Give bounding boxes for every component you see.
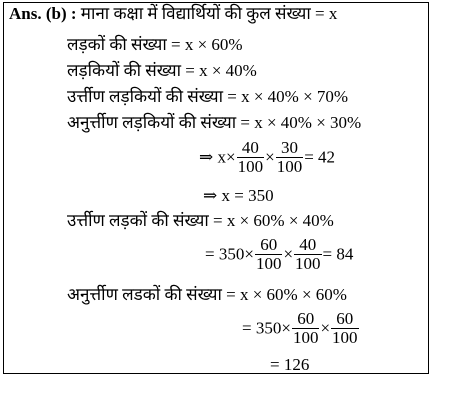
solution-first-line: [9, 4, 337, 24]
eq3-f1-denominator: 100: [292, 328, 319, 347]
passed-boys-line: उर्त्तीण लड़कों की संख्या = x × 60% × 40%: [67, 211, 334, 230]
eq2-fraction-1: [255, 236, 283, 273]
eq2-result: = 84: [322, 244, 354, 264]
answer-label: Ans. (b) :: [9, 4, 77, 23]
eq3-f2-numerator: 60: [331, 310, 359, 329]
eq3-f1-numerator: 60: [292, 310, 320, 329]
eq3-times: ×: [320, 318, 331, 338]
equation-failed-boys: [242, 310, 360, 347]
eq2-f2-numerator: 40: [294, 236, 322, 255]
eq3-fraction-1: [292, 310, 320, 347]
eq3-f2-denominator: 100: [332, 328, 358, 347]
eq2-f1-denominator: 100: [255, 254, 282, 273]
failed-boys-line: अनुर्त्तीण लडकों की संख्या = x × 60% × 60%: [67, 285, 347, 304]
eq1-f1-denominator: 100: [237, 157, 264, 176]
eq2-f1-numerator: 60: [255, 236, 283, 255]
eq1-times: ×: [265, 147, 275, 167]
eq1-f2-numerator: 30: [276, 139, 304, 158]
total-students-line: माना कक्षा में विद्यार्थियों की कुल संख्या = x: [80, 4, 338, 23]
equation-girls: [199, 139, 335, 176]
x-value-line: ⇒ x = 350: [203, 186, 274, 205]
boys-count-line: लड़कों की संख्या = x × 60%: [67, 35, 243, 54]
eq1-f2-denominator: 100: [276, 157, 303, 176]
eq1-result: = 42: [304, 147, 336, 167]
failed-girls-line: अनुर्त्तीण लड़कियों की संख्या = x × 40% × 30%: [67, 113, 362, 132]
eq2-f2-denominator: 100: [295, 254, 321, 273]
eq1-fraction-2: [276, 139, 304, 176]
eq1-prefix: ⇒ x×: [199, 147, 236, 167]
eq2-fraction-2: [294, 236, 322, 273]
eq1-fraction-1: [237, 139, 265, 176]
eq2-times: ×: [283, 244, 294, 264]
eq2-prefix: = 350×: [205, 244, 254, 264]
final-result-line: = 126: [270, 355, 310, 374]
eq1-f1-numerator: 40: [237, 139, 265, 158]
eq3-prefix: = 350×: [242, 318, 291, 338]
girls-count-line: लड़कियों की संख्या = x × 40%: [67, 61, 257, 80]
equation-passed-boys: [205, 236, 353, 273]
eq3-fraction-2: [331, 310, 359, 347]
passed-girls-line: उर्त्तीण लड़कियों की संख्या = x × 40% × 70%: [67, 87, 349, 106]
